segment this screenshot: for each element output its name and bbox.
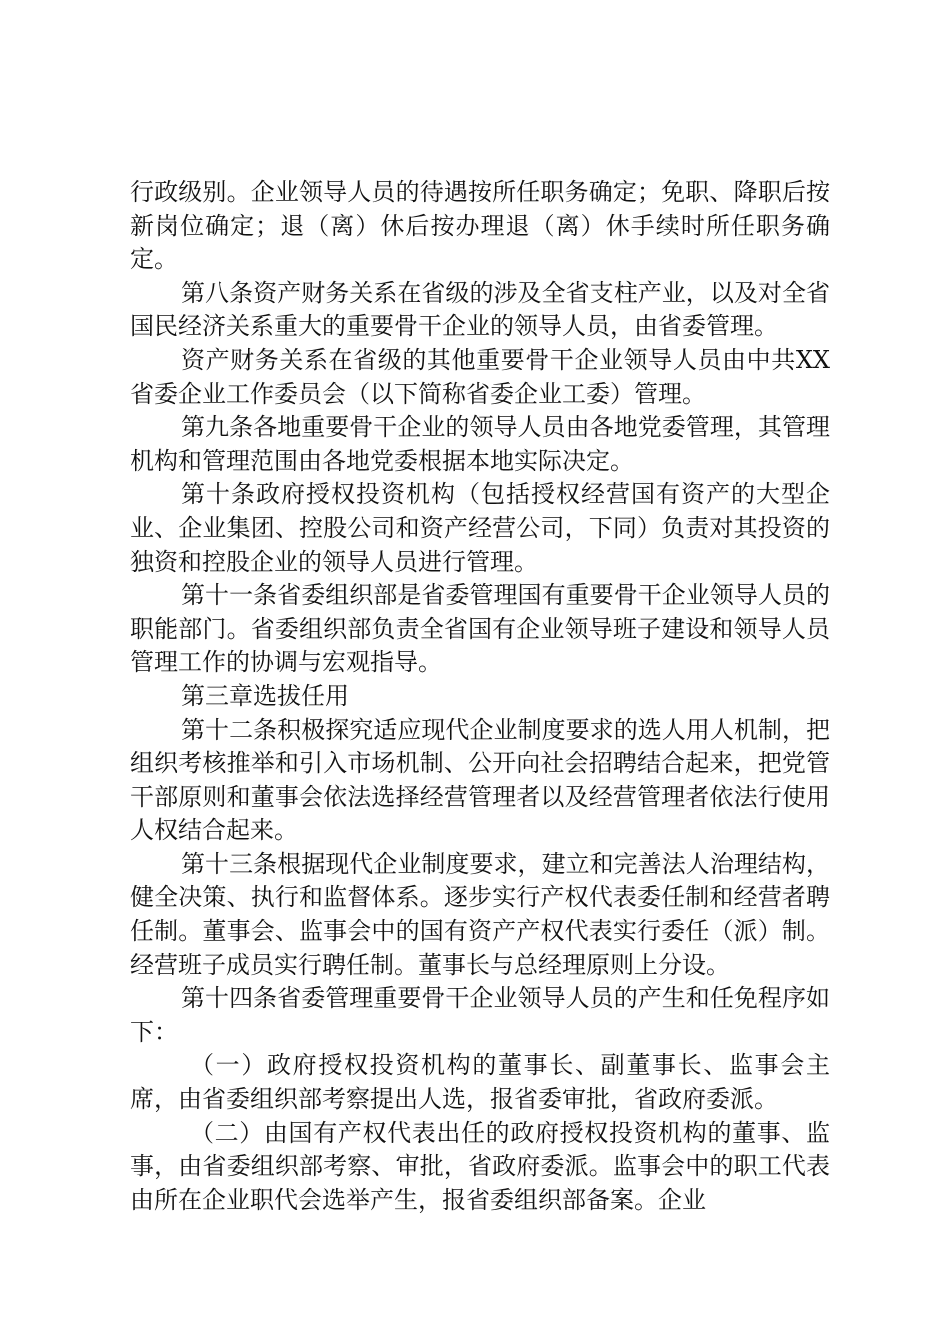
article-8: 第八条资产财务关系在省级的涉及全省支柱产业，以及对全省国民经济关系重大的重要骨干企业的领导人员，由省委管理。 [130,278,830,341]
article-14-item-1: （一）政府授权投资机构的董事长、副董事长、监事会主席，由省委组织部考察提出人选，报省委审批，省政府委派。 [130,1051,830,1114]
paragraph-continuation: 行政级别。企业领导人员的待遇按所任职务确定；免职、降职后按新岗位确定；退（离）休后按办理退（离）休手续时所任职务确定。 [130,178,830,274]
article-14: 第十四条省委管理重要骨干企业领导人员的产生和任免程序如下： [130,984,830,1046]
article-10: 第十条政府授权投资机构（包括授权经营国有资产的大型企业、企业集团、控股公司和资产经营公司，下同）负责对其投资的独资和控股企业的领导人员进行管理。 [130,480,830,576]
article-12: 第十二条积极探究适应现代企业制度要求的选人用人机制，把组织考核推举和引入市场机制、公开向社会招聘结合起来，把党管干部原则和董事会依法选择经营管理者以及经营管理者依法行使用人权结合起来。 [130,715,830,845]
article-13: 第十三条根据现代企业制度要求，建立和完善法人治理结构，健全决策、执行和监督体系。逐步实行产权代表委任制和经营者聘任制。董事会、监事会中的国有资产产权代表实行委任（派）制。经营班子成员实行聘任制。董事长与总经理原则上分设。 [130,849,830,979]
article-9: 第九条各地重要骨干企业的领导人员由各地党委管理，其管理机构和管理范围由各地党委根据本地实际决定。 [130,413,830,475]
chapter-3-heading: 第三章选拔任用 [181,681,349,710]
article-8-clause-2: 资产财务关系在省级的其他重要骨干企业领导人员由中共XX省委企业工作委员会（以下简称省委企业工委）管理。 [130,345,830,408]
document-body [130,176,830,1217]
article-14-item-2: （二）由国有产权代表出任的政府授权投资机构的董事、监事，由省委组织部考察、审批，省政府委派。监事会中的职工代表由所在企业职代会选举产生，报省委组织部备案。企业 [130,1118,830,1214]
article-11: 第十一条省委组织部是省委管理国有重要骨干企业领导人员的职能部门。省委组织部负责全省国有企业领导班子建设和领导人员管理工作的协调与宏观指导。 [130,581,830,677]
